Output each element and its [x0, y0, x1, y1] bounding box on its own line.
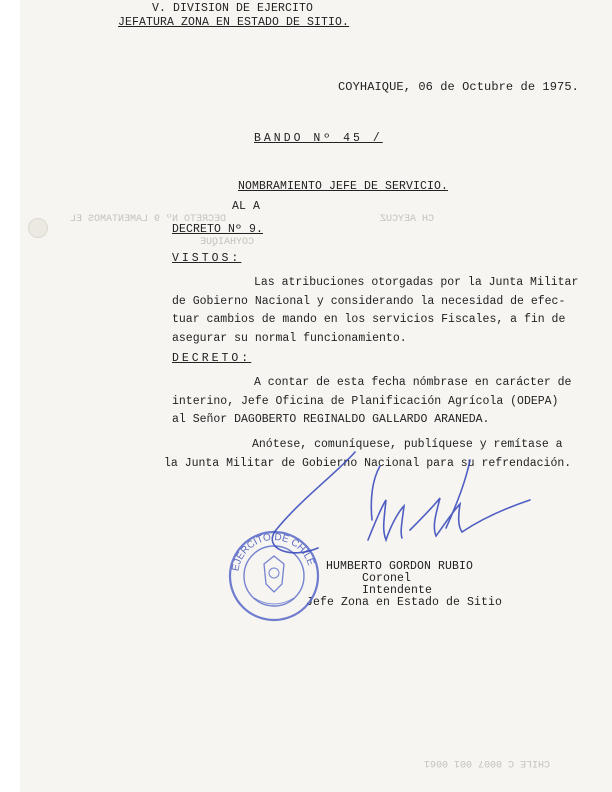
bleed-through-footer: CHILE C 0007 001 0061	[424, 757, 551, 768]
decreto-line-2: interino, Jefe Oficina de Planificación Agrícola (ODEPA)	[172, 394, 559, 408]
decreto-heading: DECRETO:	[172, 352, 252, 365]
signatory-name: HUMBERTO GORDON RUBIO	[326, 560, 474, 573]
signatory-title: Intendente	[362, 584, 433, 597]
bleed-through-text-1: DECRETO Nº 9 LAMENTAMOS EL	[70, 214, 227, 225]
vistos-line-4: asegurar su normal funcionamiento.	[172, 331, 407, 345]
decreto-line-3: al Señor DAGOBERTO REGINALDO GALLARDO ARANEDA.	[172, 413, 490, 426]
decreto-number: DECRETO Nº 9.	[172, 223, 264, 236]
vistos-line-1: Las atribuciones otorgadas por la Junta Militar	[254, 276, 579, 289]
place-date: COYHAIQUE, 06 de Octubre de 1975.	[338, 80, 579, 94]
decreto-line-1: A contar de esta fecha nómbrase en carácter de	[254, 376, 572, 389]
svg-text:EJERCITO DE CHILE: EJERCITO DE CHILE	[230, 531, 317, 573]
bleed-through-text-3: COYHAIQUE	[200, 237, 255, 248]
bleed-through-text-2: CH AEYCUZ	[380, 214, 435, 225]
closing-line-2: la Junta Militar de Gobierno Nacional para su refrendación.	[164, 456, 572, 470]
vistos-heading: VISTOS:	[172, 252, 242, 265]
vistos-line-3: tuar cambios de mando en los servicios Fiscales, a fin de	[172, 313, 566, 326]
subject-title: NOMBRAMIENTO JEFE DE SERVICIO.	[238, 180, 449, 193]
closing-line-1: Anótese, comuníquese, publíquese y remítase a	[252, 438, 563, 451]
bando-number: BANDO Nº 45 /	[254, 132, 383, 145]
al-a: AL A	[232, 200, 261, 213]
header-division: V. DIVISION DE EJERCITO	[152, 2, 314, 15]
header-jefatura: JEFATURA ZONA EN ESTADO DE SITIO.	[118, 16, 350, 29]
signatory-position: Jefe Zona en Estado de Sitio	[306, 596, 503, 609]
vistos-line-2: de Gobierno Nacional y considerando la necesidad de efec-	[172, 294, 566, 308]
signatory-rank: Coronel	[362, 572, 412, 585]
